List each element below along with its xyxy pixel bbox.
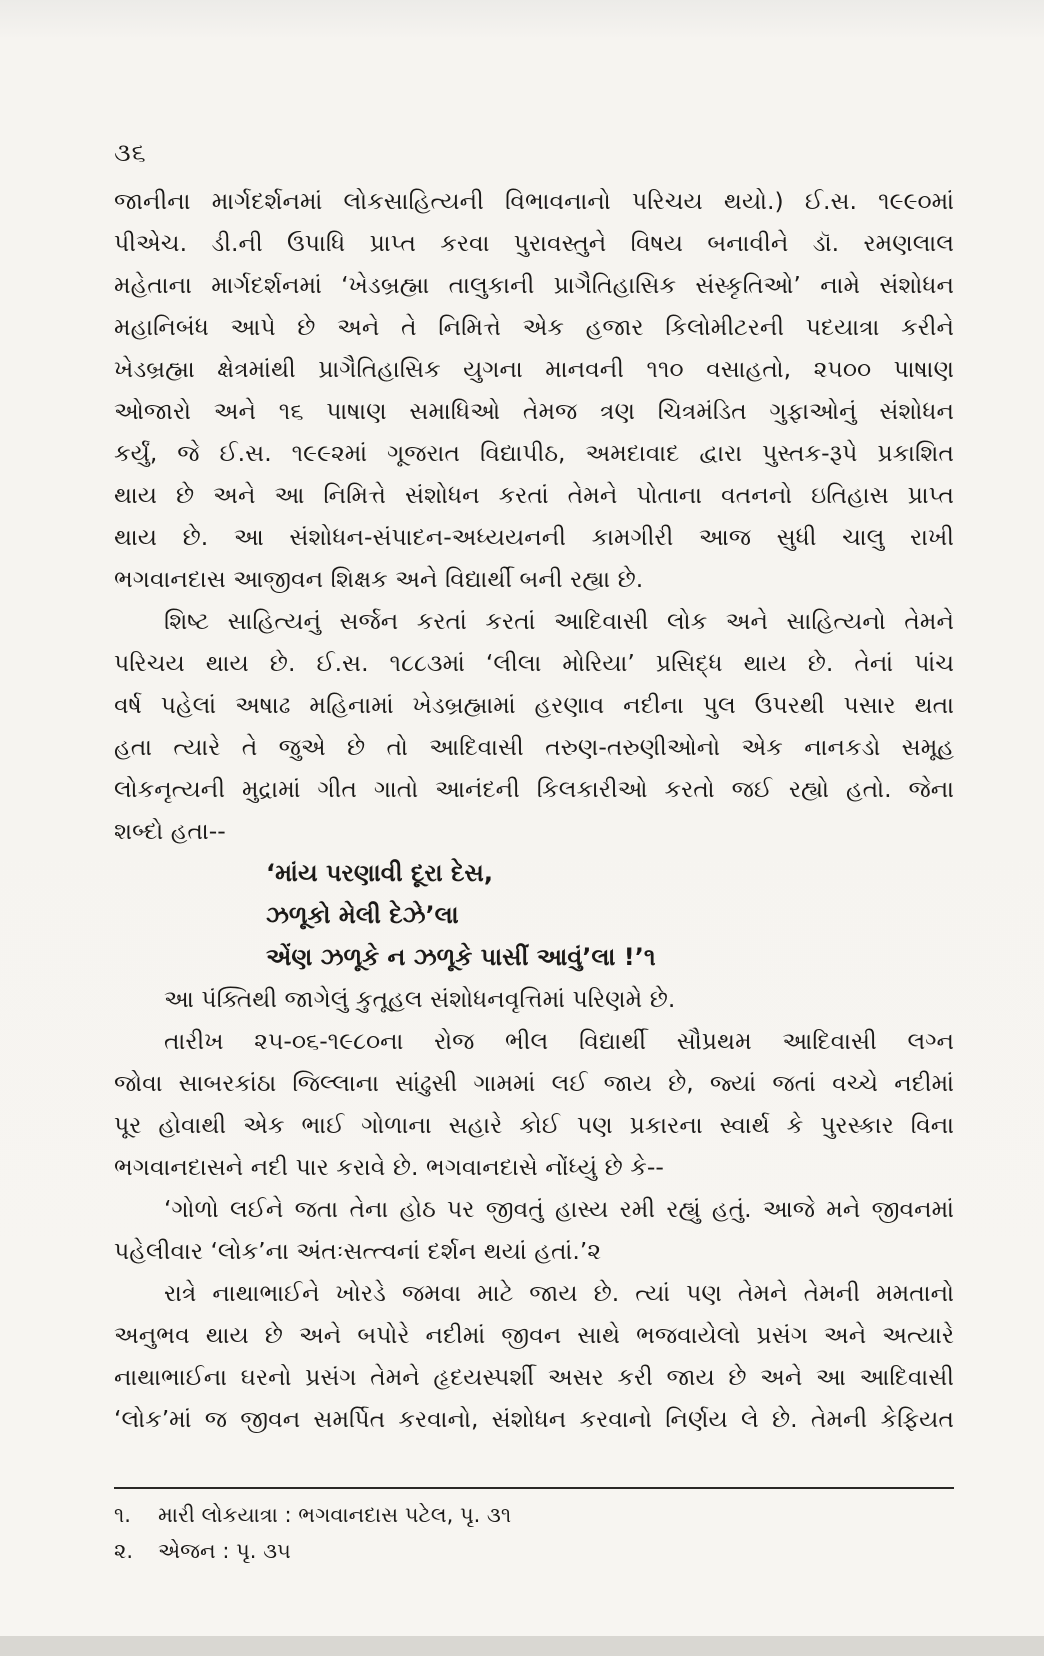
- paragraph-start-line: શિષ્ટ સાહિત્યનું સર્જન કરતાં કરતાં આદિવાસી લોક અને સાહિત્યનો તેમને: [164, 607, 954, 635]
- text-line: મહેતાના માર્ગદર્શનમાં ‘ખેડબ્રહ્મા તાલુકાની પ્રાગૈતિહાસિક સંસ્કૃતિઓ’ નામે સંશોધન: [114, 271, 954, 299]
- footnote-1: [114, 1497, 954, 1533]
- text-line: હતા ત્યારે તે જુએ છે તો આદિવાસી તરુણ-તરુણીઓનો એક નાનકડો સમૂહ: [114, 733, 954, 761]
- text-line: થાય છે. આ સંશોધન-સંપાદન-અધ્યયનની કામગીરી આજ સુધી ચાલુ રાખી: [114, 523, 954, 551]
- quote-line: ‘ગોળો લઈને જતા તેના હોઠ પર જીવતું હાસ્ય રમી રહ્યું હતું. આજે મને જીવનમાં: [164, 1195, 954, 1223]
- footnote-number: ૨.: [114, 1539, 134, 1563]
- text-line: ‘લોક’માં જ જીવન સમર્પિત કરવાનો, સંશોધન કરવાનો નિર્ણય લે છે. તેમની કેફિયત: [114, 1405, 954, 1433]
- text-line: ખેડબ્રહ્મા ક્ષેત્રમાંથી પ્રાગૈતિહાસિક યુગના માનવની ૧૧૦ વસાહતો, ૨૫૦૦ પાષાણ: [114, 355, 954, 383]
- footnote-text: એજન : પૃ. ૩૫: [158, 1539, 291, 1563]
- paragraph-start-line: આ પંક્તિથી જાગેલું કુતૂહલ સંશોધનવૃત્તિમાં પરિણમે છે.: [164, 985, 676, 1013]
- text-line: કર્યું, જે ઈ.સ. ૧૯૯૨માં ગૂજરાત વિદ્યાપીઠ, અમદાવાદ દ્વારા પુસ્તક-રૂપે પ્રકાશિત: [114, 439, 954, 467]
- text-line: થાય છે અને આ નિમિત્તે સંશોધન કરતાં તેમને પોતાના વતનનો ઇતિહાસ પ્રાપ્ત: [114, 481, 954, 509]
- text-line: જાનીના માર્ગદર્શનમાં લોકસાહિત્યની વિભાવનાનો પરિચય થયો.) ઈ.સ. ૧૯૯૦માં: [114, 187, 954, 215]
- paragraph-start-line: તારીખ ૨૫-૦૬-૧૯૮૦ના રોજ ભીલ વિદ્યાર્થી સૌપ્રથમ આદિવાસી લગ્ન: [164, 1027, 954, 1055]
- quote-line: પહેલીવાર ‘લોક’ના અંતઃસત્ત્વનાં દર્શન થયાં હતાં.’૨: [114, 1237, 602, 1265]
- footnotes: [114, 1497, 954, 1569]
- page-number: ૩૬: [114, 138, 147, 167]
- text-line: પીએચ. ડી.ની ઉપાધિ પ્રાપ્ત કરવા પુરાવસ્તુને વિષય બનાવીને ડૉ. રમણલાલ: [114, 229, 954, 257]
- footnote-divider: [114, 1487, 954, 1489]
- text-line: મહાનિબંધ આપે છે અને તે નિમિત્તે એક હજાર કિલોમીટરની પદયાત્રા કરીને: [114, 313, 954, 341]
- footnote-number: ૧.: [114, 1503, 131, 1527]
- text-line: પૂર હોવાથી એક ભાઈ ગોળાના સહારે કોઈ પણ પ્રકારના સ્વાર્થ કે પુરસ્કાર વિના: [114, 1111, 954, 1139]
- text-line: શબ્દો હતા--: [114, 817, 226, 845]
- verse-line: ઝળૂકો મેલી દેઝે’લા: [266, 901, 459, 929]
- verse-line: એંણ ઝળૂકે ન ઝળૂકે પાસીં આવું’લા !’૧: [266, 943, 656, 971]
- text-line: પરિચય થાય છે. ઈ.સ. ૧૮૮૩માં ‘લીલા મોરિયા’ પ્રસિદ્ધ થાય છે. તેનાં પાંચ: [114, 649, 954, 677]
- text-line: ભગવાનદાસ આજીવન શિક્ષક અને વિદ્યાર્થી બની રહ્યા છે.: [114, 565, 644, 593]
- text-line: ભગવાનદાસને નદી પાર કરાવે છે. ભગવાનદાસે નોંધ્યું છે કે--: [114, 1153, 664, 1181]
- text-line: જોવા સાબરકાંઠા જિલ્લાના સાંઢુસી ગામમાં લઈ જાય છે, જ્યાં જતાં વચ્ચે નદીમાં: [114, 1069, 954, 1097]
- text-line: વર્ષ પહેલાં અષાઢ મહિનામાં ખેડબ્રહ્મામાં હરણાવ નદીના પુલ ઉપરથી પસાર થતા: [114, 691, 954, 719]
- body-text: [114, 180, 954, 1440]
- text-line: લોકનૃત્યની મુદ્રામાં ગીત ગાતો આનંદની કિલકારીઓ કરતો જઈ રહ્યો હતો. જેના: [114, 775, 954, 803]
- verse-line: ‘માંય પરણાવી દૂરા દેસ,: [266, 859, 493, 887]
- footnote-2: [114, 1533, 954, 1569]
- paragraph-start-line: રાત્રે નાથાભાઈને ખોરડે જમવા માટે જાય છે. ત્યાં પણ તેમને તેમની મમતાનો: [164, 1279, 954, 1307]
- text-line: અનુભવ થાય છે અને બપોરે નદીમાં જીવન સાથે ભજવાયેલો પ્રસંગ અને અત્યારે: [114, 1321, 954, 1349]
- footnote-text: મારી લોકયાત્રા : ભગવાનદાસ પટેલ, પૃ. ૩૧: [158, 1503, 512, 1527]
- text-line: ઓજારો અને ૧૬ પાષાણ સમાધિઓ તેમજ ત્રણ ચિત્રમંડિત ગુફાઓનું સંશોધન: [114, 397, 954, 425]
- text-line: નાથાભાઈના ઘરનો પ્રસંગ તેમને હૃદયસ્પર્શી અસર કરી જાય છે અને આ આદિવાસી: [114, 1363, 954, 1391]
- page-edge-shadow: [0, 1636, 1044, 1656]
